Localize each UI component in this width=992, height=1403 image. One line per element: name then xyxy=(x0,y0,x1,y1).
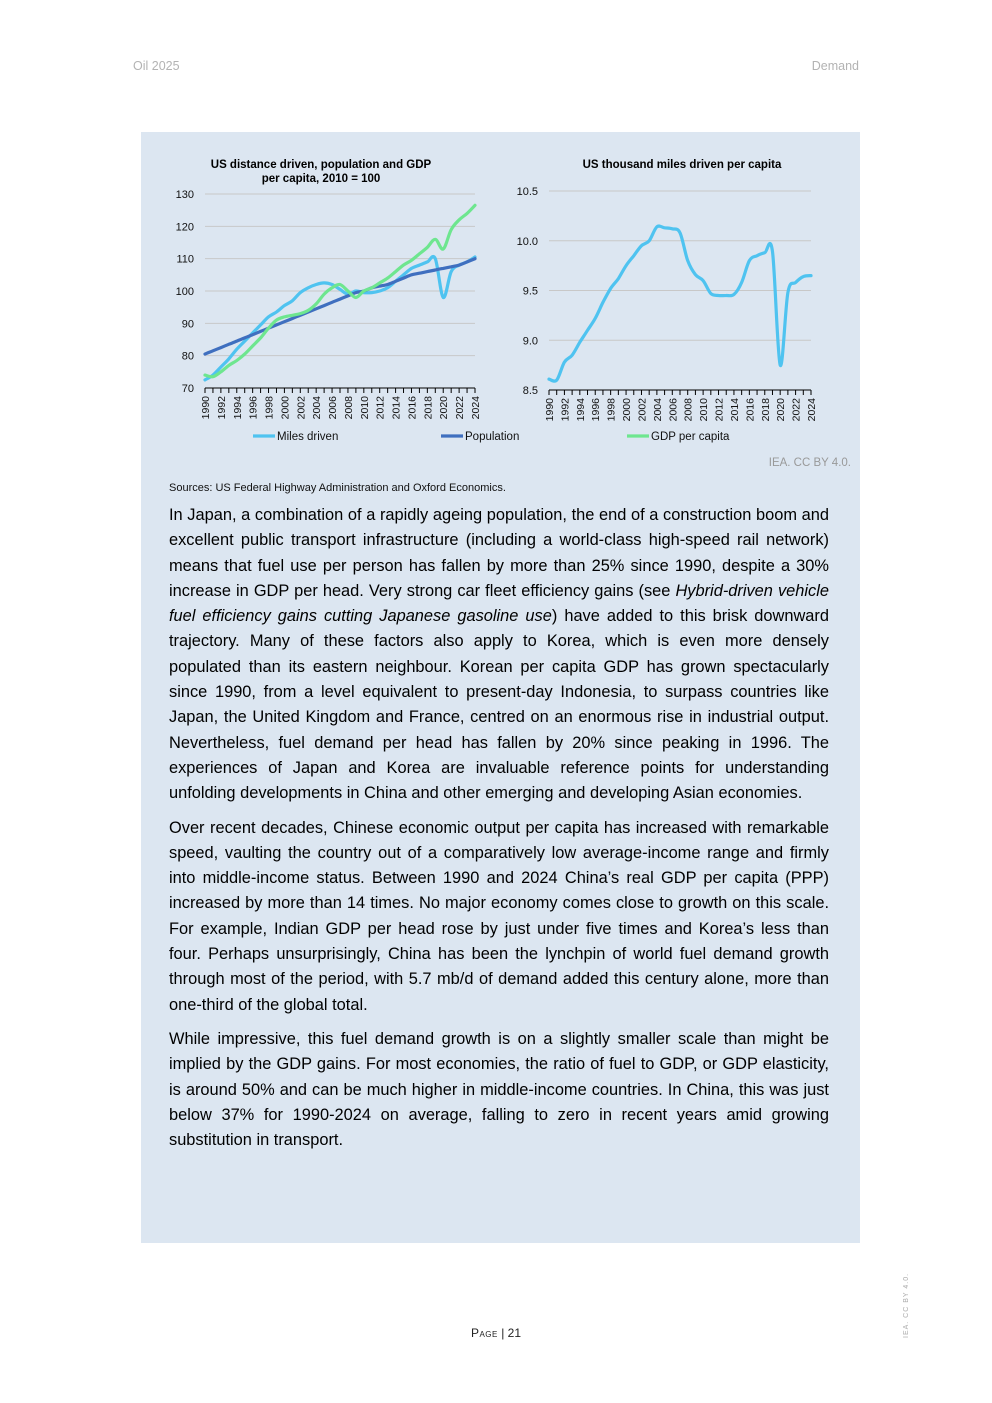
figure-source: Sources: US Federal Highway Administration and Oxford Economics. xyxy=(169,482,506,494)
page-number: 21 xyxy=(507,1326,522,1340)
paragraph-text: ) have added to this brisk downward trajectory. Many of these factors also apply to Korea, which is even more densely populated than its eastern neighbour. Korean per capita GDP has grown spectacularly since 1990, from a level equivalent to present-day Indonesia, to surpass countries like Japan, the United Kingdom and France, centred on an enormous rise in industrial output. Nevertheless, fuel demand per head has fallen by 20% since peaking in 1996. The experiences of Japan and Korea are invaluable reference points for understanding unfolding developments in China and other emerging and developing Asian economies. xyxy=(169,607,829,803)
x-tick-label: 2016 xyxy=(406,396,419,420)
x-tick-label: 2010 xyxy=(358,396,371,420)
y-tick-label: 9.0 xyxy=(522,335,538,348)
x-tick-label: 1990 xyxy=(200,396,212,420)
legend-label: Population xyxy=(465,431,520,443)
x-tick-label: 1998 xyxy=(605,398,618,422)
page-label: Page xyxy=(470,1326,498,1340)
report-reference-link[interactable]: Hybrid-driven vehicle fuel efficiency gains cutting Japanese gasoline use xyxy=(169,581,829,626)
x-tick-label: 2024 xyxy=(806,398,818,422)
x-tick-label: 1994 xyxy=(574,398,587,422)
y-tick-label: 9.5 xyxy=(522,285,538,298)
series-line-thousand-miles-per-capita xyxy=(549,226,811,381)
x-tick-label: 2020 xyxy=(775,398,788,422)
page-footer xyxy=(0,1326,992,1340)
x-tick-label: 2004 xyxy=(311,396,324,420)
y-tick-label: 80 xyxy=(181,350,194,363)
figure-credit: IEA. CC BY 4.0. xyxy=(768,457,851,469)
charts-figure xyxy=(141,132,860,452)
y-tick-label: 130 xyxy=(175,189,194,201)
x-tick-label: 1996 xyxy=(247,396,260,420)
y-tick-label: 10.5 xyxy=(516,186,538,198)
y-tick-label: 90 xyxy=(181,318,194,331)
side-license-note: IEA. CC BY 4.0. xyxy=(903,1272,910,1338)
paragraph-text: In Japan, a combination of a rapidly ageing population, the end of a construction boom and excellent public transport infrastructure (including a world-class high-speed rail network) means that fuel use per person has fallen by more than 25% since 1990, despite a 30% increase in GDP per head. Very strong car fleet efficiency gains (see xyxy=(169,506,829,600)
x-tick-label: 2014 xyxy=(390,396,403,420)
x-tick-label: 2012 xyxy=(374,396,387,420)
chart-title: US thousand miles driven per capita xyxy=(582,159,782,171)
legend-label: Miles driven xyxy=(277,431,339,443)
report-title: Oil 2025 xyxy=(133,59,180,73)
x-tick-label: 2008 xyxy=(682,398,695,422)
x-tick-label: 2022 xyxy=(790,398,803,422)
x-tick-label: 2012 xyxy=(713,398,726,422)
chart-title: US distance driven, population and GDP xyxy=(210,159,432,171)
x-tick-label: 2022 xyxy=(454,396,467,420)
x-tick-label: 2006 xyxy=(667,398,680,422)
x-tick-label: 2000 xyxy=(279,396,292,420)
page-separator: | xyxy=(497,1326,508,1340)
paragraph-japan-korea xyxy=(169,503,829,807)
y-tick-label: 10.0 xyxy=(516,235,538,248)
x-tick-label: 2020 xyxy=(438,396,451,420)
x-tick-label: 1992 xyxy=(215,396,228,420)
x-tick-label: 2006 xyxy=(327,396,340,420)
y-tick-label: 8.5 xyxy=(522,385,538,397)
y-tick-label: 120 xyxy=(175,221,194,234)
x-tick-label: 2008 xyxy=(342,396,355,420)
y-tick-label: 70 xyxy=(181,383,194,395)
x-tick-label: 2014 xyxy=(728,398,741,422)
chart-title: per capita, 2010 = 100 xyxy=(261,173,381,185)
x-tick-label: 2024 xyxy=(470,396,482,420)
paragraph-fuel-elasticity: While impressive, this fuel demand growth is on a slightly smaller scale than might be implied by the GDP gains. For most economies, the ratio of fuel to GDP, or GDP elasticity, is around 50% and can be much higher in middle-income countries. In China, this was just below 37% for 1990-2024 on average, falling to zero in recent years amid growing substitution in transport. xyxy=(169,1029,829,1150)
x-tick-label: 1990 xyxy=(544,398,556,422)
x-tick-label: 2018 xyxy=(422,396,435,420)
x-tick-label: 1998 xyxy=(263,396,276,420)
x-tick-label: 2010 xyxy=(698,398,711,422)
x-tick-label: 2002 xyxy=(295,396,308,420)
series-line-miles-driven xyxy=(205,257,475,380)
x-tick-label: 1994 xyxy=(231,396,244,420)
x-tick-label: 2018 xyxy=(759,398,772,422)
y-tick-label: 110 xyxy=(176,253,194,266)
x-tick-label: 2000 xyxy=(621,398,634,422)
legend-label: GDP per capita xyxy=(651,431,730,443)
x-tick-label: 2004 xyxy=(651,398,664,422)
paragraph-china-growth: Over recent decades, Chinese economic output per capita has increased with remarkable speed, vaulting the country out of a comparatively low average-income range and firmly into middle-income status. Between 1990 and 2024 China’s real GDP per capita (PPP) increased by more than 14 times. No major economy comes close to growth on this scale. For example, Indian GDP per head rose by just under five times and Korea’s less than four. Perhaps unsurprisingly, China has been the lynchpin of world fuel demand growth through most of the period, with 5.7 mb/d of demand added this century alone, more than one-third of the global total. xyxy=(169,818,829,1014)
x-tick-label: 1992 xyxy=(559,398,572,422)
x-tick-label: 1996 xyxy=(590,398,603,422)
content-box xyxy=(141,132,860,1243)
section-title: Demand xyxy=(811,59,859,73)
x-tick-label: 2002 xyxy=(636,398,649,422)
body-text xyxy=(169,503,829,1162)
y-tick-label: 100 xyxy=(175,286,194,298)
x-tick-label: 2016 xyxy=(744,398,757,422)
